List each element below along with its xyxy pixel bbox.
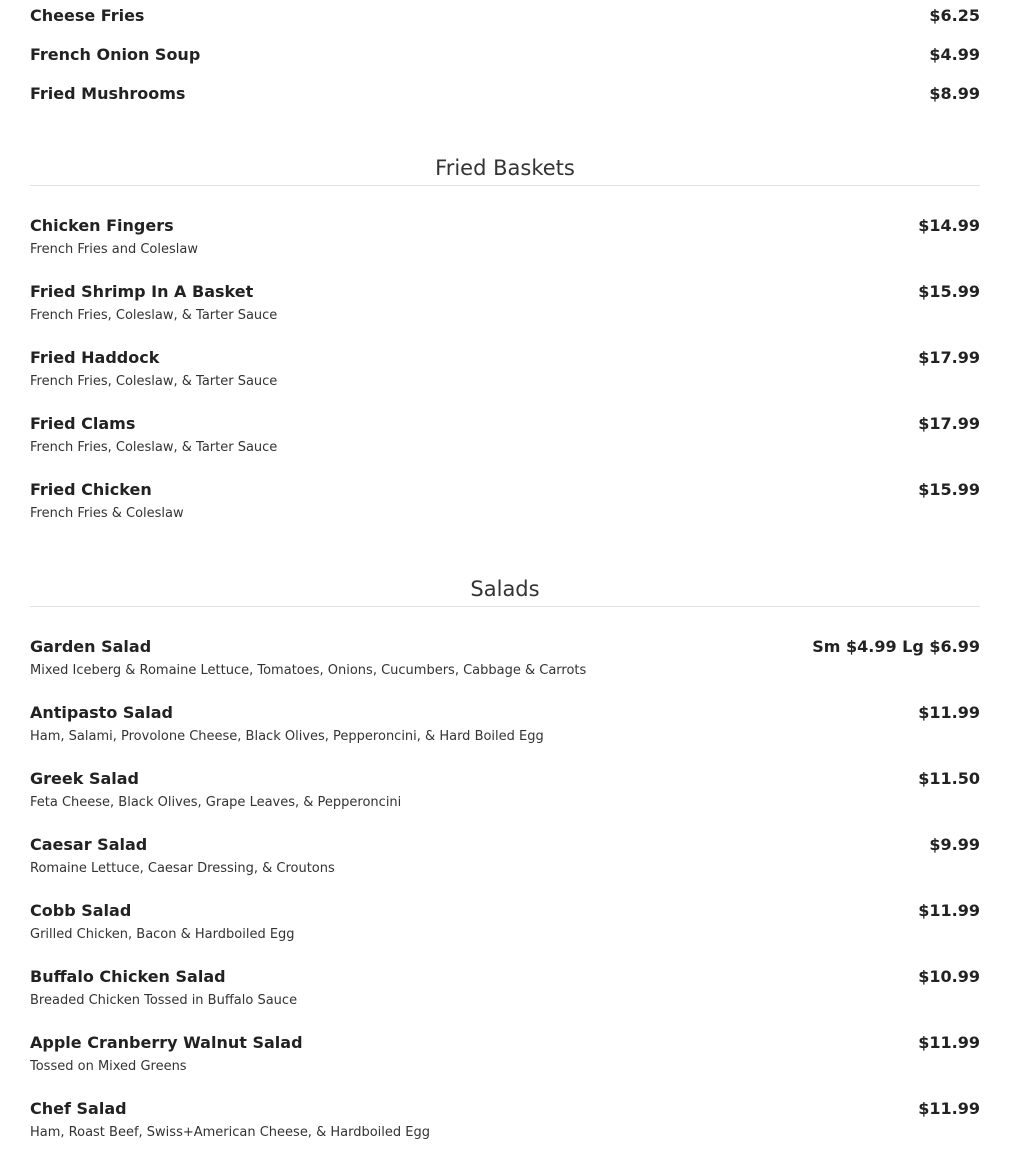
item-price: $15.99 — [918, 282, 980, 301]
item-name: Garden Salad — [30, 637, 152, 656]
item-name: Chef Salad — [30, 1099, 127, 1118]
menu-item — [30, 901, 980, 967]
item-name: Antipasto Salad — [30, 703, 173, 722]
menu-item — [30, 835, 980, 901]
item-name: Caesar Salad — [30, 835, 148, 854]
item-name: Apple Cranberry Walnut Salad — [30, 1033, 303, 1052]
menu-item — [30, 637, 980, 703]
item-price: $17.99 — [918, 414, 980, 433]
item-name: Fried Mushrooms — [30, 84, 186, 103]
item-name: Cobb Salad — [30, 901, 132, 920]
item-description: French Fries & Coleslaw — [30, 506, 184, 521]
menu-item — [30, 414, 980, 480]
top-items-list — [30, 6, 980, 104]
item-price: $8.99 — [929, 84, 980, 103]
item-price: $11.99 — [918, 703, 980, 722]
item-name: Chicken Fingers — [30, 216, 174, 235]
section-divider — [30, 185, 980, 186]
item-description: Ham, Salami, Provolone Cheese, Black Olives, Pepperoncini, & Hard Boiled Egg — [30, 729, 544, 744]
item-name: Fried Haddock — [30, 348, 160, 367]
item-price: $6.25 — [929, 6, 980, 25]
menu-page — [30, 0, 980, 1140]
item-name: Fried Chicken — [30, 480, 152, 499]
section-title: Salads — [470, 577, 540, 601]
item-description: Romaine Lettuce, Caesar Dressing, & Croutons — [30, 861, 335, 876]
section-fried-baskets — [30, 154, 980, 186]
menu-item — [30, 6, 980, 26]
item-name: Greek Salad — [30, 769, 139, 788]
item-name: Fried Clams — [30, 414, 136, 433]
menu-item — [30, 703, 980, 769]
item-description: Ham, Roast Beef, Swiss+American Cheese, & Hardboiled Egg — [30, 1125, 430, 1140]
salads-list — [30, 637, 980, 1165]
item-price: $10.99 — [918, 967, 980, 986]
item-name: Fried Shrimp In A Basket — [30, 282, 254, 301]
menu-item — [30, 480, 980, 546]
item-name: French Onion Soup — [30, 45, 201, 64]
item-description: Grilled Chicken, Bacon & Hardboiled Egg — [30, 927, 295, 942]
item-description: Breaded Chicken Tossed in Buffalo Sauce — [30, 993, 298, 1008]
item-name: Cheese Fries — [30, 6, 145, 25]
item-description: French Fries, Coleslaw, & Tarter Sauce — [30, 308, 278, 323]
menu-item — [30, 282, 980, 348]
item-description: Mixed Iceberg & Romaine Lettuce, Tomatoes, Onions, Cucumbers, Cabbage & Carrots — [30, 663, 587, 678]
item-description: French Fries, Coleslaw, & Tarter Sauce — [30, 374, 278, 389]
item-price: Sm $4.99 Lg $6.99 — [812, 637, 980, 656]
item-price: $9.99 — [929, 835, 980, 854]
item-description: French Fries and Coleslaw — [30, 242, 198, 257]
section-divider — [30, 606, 980, 607]
item-name: Buffalo Chicken Salad — [30, 967, 226, 986]
menu-item — [30, 216, 980, 282]
section-title: Fried Baskets — [435, 156, 575, 180]
item-price: $11.99 — [918, 1099, 980, 1118]
item-description: Feta Cheese, Black Olives, Grape Leaves, & Pepperoncini — [30, 795, 402, 810]
item-price: $17.99 — [918, 348, 980, 367]
item-price: $11.99 — [918, 901, 980, 920]
item-price: $11.99 — [918, 1033, 980, 1052]
menu-item — [30, 1033, 980, 1099]
menu-item — [30, 348, 980, 414]
menu-item — [30, 84, 980, 104]
item-price: $15.99 — [918, 480, 980, 499]
menu-item — [30, 967, 980, 1033]
item-description: French Fries, Coleslaw, & Tarter Sauce — [30, 440, 278, 455]
menu-item — [30, 1099, 980, 1165]
item-price: $11.50 — [918, 769, 980, 788]
item-price: $4.99 — [929, 45, 980, 64]
item-description: Tossed on Mixed Greens — [30, 1059, 187, 1074]
fried-baskets-list — [30, 216, 980, 546]
section-salads — [30, 575, 980, 607]
item-price: $14.99 — [918, 216, 980, 235]
menu-item — [30, 769, 980, 835]
menu-item — [30, 45, 980, 65]
